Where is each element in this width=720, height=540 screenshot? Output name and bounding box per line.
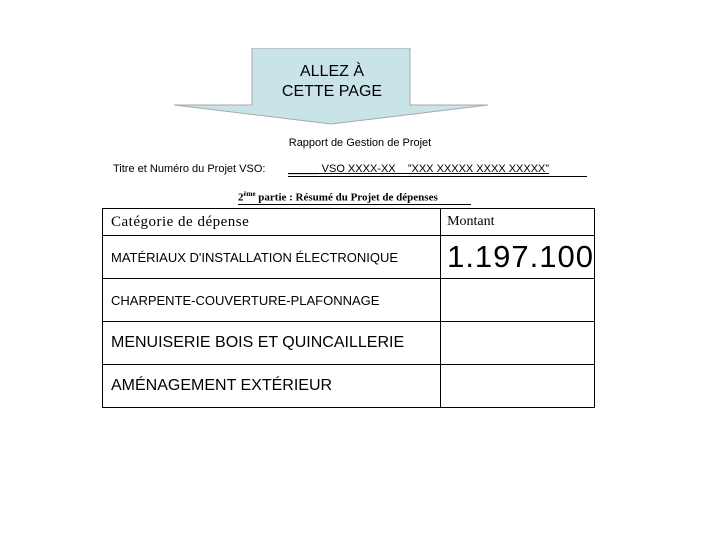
project-label: Titre et Numéro du Projet VSO: bbox=[113, 163, 266, 175]
section-underline bbox=[238, 204, 471, 205]
go-to-page-arrow[interactable] bbox=[174, 48, 488, 128]
header-amount: Montant bbox=[441, 209, 595, 236]
arrow-label bbox=[254, 62, 410, 102]
table-row bbox=[103, 279, 595, 322]
section-prefix: 2 bbox=[238, 191, 244, 204]
row-amount bbox=[441, 365, 595, 408]
section-title-text: partie : Résumé du Projet de dépenses bbox=[255, 191, 438, 204]
row-category: CHARPENTE-COUVERTURE-PLAFONNAGE bbox=[103, 279, 441, 322]
row-category: MATÉRIAUX D'INSTALLATION ÉLECTRONIQUE bbox=[103, 236, 441, 279]
arrow-label-line2: CETTE PAGE bbox=[281, 83, 383, 100]
arrow-label-line1: ALLEZ À bbox=[299, 63, 365, 80]
row-category: MENUISERIE BOIS ET QUINCAILLERIE bbox=[103, 322, 441, 365]
section-title bbox=[238, 190, 438, 204]
report-title: Rapport de Gestion de Projet bbox=[288, 137, 432, 149]
project-value: _____ VSO XXXX-XX ”XXX XXXXX XXXX XXXXX” bbox=[288, 163, 550, 175]
table-header-row bbox=[103, 209, 595, 236]
expense-table bbox=[102, 208, 595, 408]
row-amount: 1.197.100 bbox=[441, 236, 595, 279]
row-amount bbox=[441, 279, 595, 322]
project-line bbox=[113, 163, 550, 175]
table-row bbox=[103, 236, 595, 279]
row-amount bbox=[441, 322, 595, 365]
project-underline bbox=[288, 176, 587, 177]
row-category: AMÉNAGEMENT EXTÉRIEUR bbox=[103, 365, 441, 408]
table-row bbox=[103, 365, 595, 408]
section-superscript: ème bbox=[243, 190, 256, 198]
header-category: Catégorie de dépense bbox=[103, 209, 441, 236]
table-row bbox=[103, 322, 595, 365]
